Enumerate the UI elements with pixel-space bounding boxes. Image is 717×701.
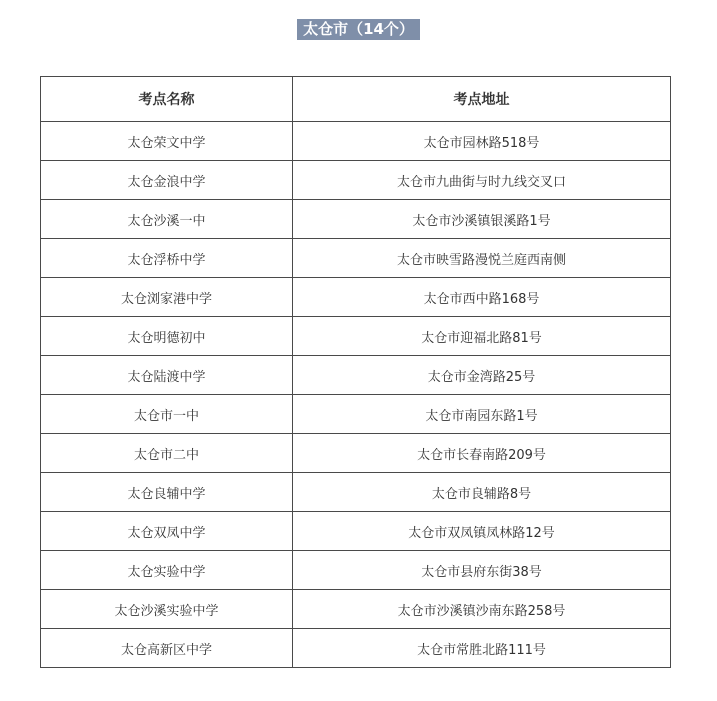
site-name-cell: 太仓陆渡中学 [41, 356, 293, 395]
table-row [41, 629, 671, 668]
site-name-cell: 太仓市一中 [41, 395, 293, 434]
site-name-cell: 太仓浮桥中学 [41, 239, 293, 278]
site-name-cell: 太仓市二中 [41, 434, 293, 473]
page-title: 太仓市（14个） [297, 19, 420, 40]
site-name-cell: 太仓沙溪实验中学 [41, 590, 293, 629]
site-address-cell: 太仓市迎福北路81号 [293, 317, 671, 356]
site-name-cell: 太仓金浪中学 [41, 161, 293, 200]
table-row [41, 122, 671, 161]
site-address-cell: 太仓市金湾路25号 [293, 356, 671, 395]
site-address-cell: 太仓市常胜北路111号 [293, 629, 671, 668]
site-name-cell: 太仓荣文中学 [41, 122, 293, 161]
table-row [41, 590, 671, 629]
site-address-cell: 太仓市沙溪镇沙南东路258号 [293, 590, 671, 629]
table-row [41, 551, 671, 590]
site-address-cell: 太仓市西中路168号 [293, 278, 671, 317]
header-site-address: 考点地址 [293, 77, 671, 122]
table-header-row [41, 77, 671, 122]
title-container [0, 19, 717, 40]
site-address-cell: 太仓市双凤镇凤林路12号 [293, 512, 671, 551]
table-row [41, 161, 671, 200]
site-name-cell: 太仓良辅中学 [41, 473, 293, 512]
site-name-cell: 太仓实验中学 [41, 551, 293, 590]
table-row [41, 395, 671, 434]
site-address-cell: 太仓市九曲街与时九线交叉口 [293, 161, 671, 200]
site-name-cell: 太仓沙溪一中 [41, 200, 293, 239]
site-address-cell: 太仓市县府东街38号 [293, 551, 671, 590]
site-name-cell: 太仓高新区中学 [41, 629, 293, 668]
site-address-cell: 太仓市映雪路漫悦兰庭西南侧 [293, 239, 671, 278]
table-row [41, 239, 671, 278]
site-name-cell: 太仓浏家港中学 [41, 278, 293, 317]
site-address-cell: 太仓市南园东路1号 [293, 395, 671, 434]
table-row [41, 317, 671, 356]
table-row [41, 200, 671, 239]
table-row [41, 473, 671, 512]
site-address-cell: 太仓市沙溪镇银溪路1号 [293, 200, 671, 239]
site-name-cell: 太仓明德初中 [41, 317, 293, 356]
site-address-cell: 太仓市良辅路8号 [293, 473, 671, 512]
table-row [41, 512, 671, 551]
site-address-cell: 太仓市园林路518号 [293, 122, 671, 161]
table-row [41, 356, 671, 395]
site-name-cell: 太仓双凤中学 [41, 512, 293, 551]
table-row [41, 434, 671, 473]
exam-sites-table [40, 76, 671, 668]
site-address-cell: 太仓市长春南路209号 [293, 434, 671, 473]
header-site-name: 考点名称 [41, 77, 293, 122]
table-row [41, 278, 671, 317]
